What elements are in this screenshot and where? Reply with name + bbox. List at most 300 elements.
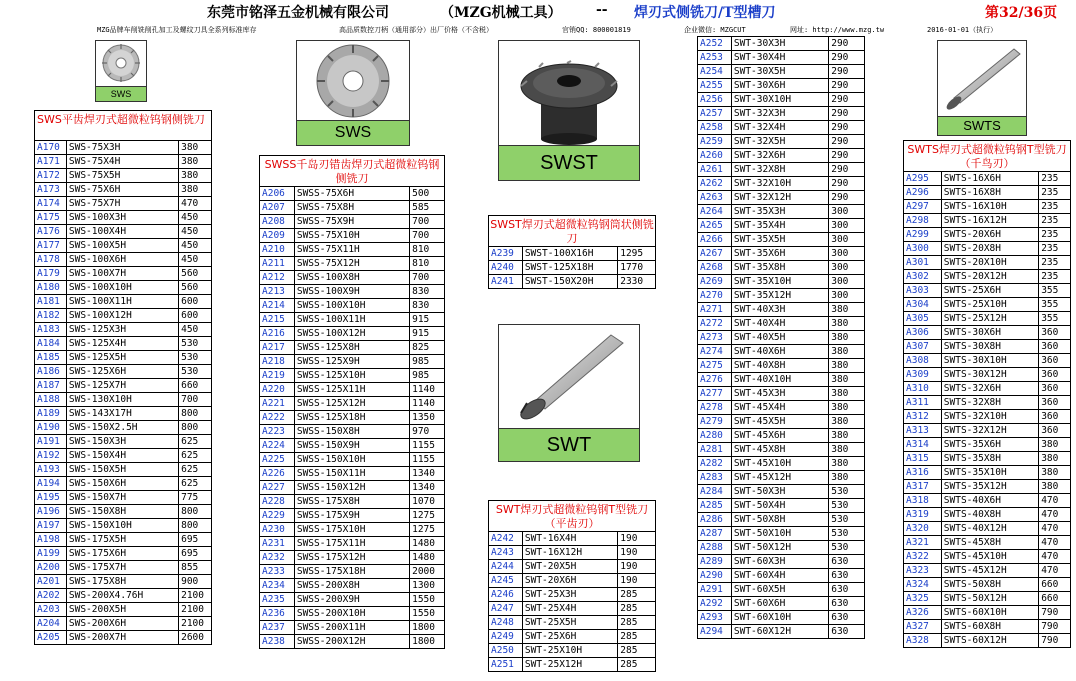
item-code: A290: [698, 569, 732, 583]
item-code: A310: [904, 382, 942, 396]
table-row: [698, 457, 865, 471]
model-number: SWTS-35X10H: [941, 466, 1038, 480]
price: 300: [829, 275, 865, 289]
model-number: SWSS-175X18H: [294, 565, 409, 579]
model-number: SWSS-100X9H: [294, 285, 409, 299]
price: 235: [1039, 200, 1071, 214]
item-code: A177: [35, 239, 67, 253]
model-number: SWTS-20X6H: [941, 228, 1038, 242]
model-number: SWT-35X4H: [731, 219, 828, 233]
price: 1350: [410, 411, 445, 425]
model-number: SWT-32X8H: [731, 163, 828, 177]
swst-table-title: SWST焊刃式超微粒钨钢筒状侧铣刀: [488, 215, 656, 247]
image-caption: SWT: [499, 428, 639, 461]
table-row: [489, 574, 656, 588]
item-code: A213: [260, 285, 295, 299]
item-code: A257: [698, 107, 732, 121]
table-row: [35, 281, 212, 295]
price: 235: [1039, 270, 1071, 284]
page-number: 第32/36页: [985, 5, 1058, 21]
model-number: SWTS-60X10H: [941, 606, 1038, 620]
price: 625: [179, 449, 212, 463]
model-number: SWS-150X7H: [66, 491, 178, 505]
model-number: SWS-125X6H: [66, 365, 178, 379]
table-row: [904, 620, 1071, 634]
price: 300: [829, 261, 865, 275]
price: 855: [179, 561, 212, 575]
swt-small-table-title: SWT焊刃式超微粒钨钢T型铣刀（平齿刃）: [488, 500, 656, 532]
model-number: SWT-30X6H: [731, 79, 828, 93]
subheader-wechat: 企业微信: MZGCUT: [684, 26, 746, 34]
table-row: [698, 65, 865, 79]
model-number: SWTS-16X8H: [941, 186, 1038, 200]
model-number: SWT-40X3H: [731, 303, 828, 317]
image-caption: SWTS: [938, 116, 1026, 135]
table-row: [489, 658, 656, 672]
price: 380: [829, 345, 865, 359]
subheader-price: 高品质数控刀柄（通用部分）出厂价格（不含税）: [339, 26, 493, 34]
table-row: [904, 592, 1071, 606]
item-code: A279: [698, 415, 732, 429]
item-code: A170: [35, 141, 67, 155]
model-number: SWSS-125X8H: [294, 341, 409, 355]
table-row: [35, 323, 212, 337]
item-code: A224: [260, 439, 295, 453]
model-number: SWTS-30X8H: [941, 340, 1038, 354]
item-code: A271: [698, 303, 732, 317]
table-row: [698, 527, 865, 541]
table-row: [904, 354, 1071, 368]
price: 360: [1039, 396, 1071, 410]
item-code: A216: [260, 327, 295, 341]
model-number: SWSS-125X11H: [294, 383, 409, 397]
price: 380: [829, 457, 865, 471]
item-code: A203: [35, 603, 67, 617]
price: 530: [829, 541, 865, 555]
price: 380: [1039, 466, 1071, 480]
model-number: SWT-20X5H: [522, 560, 617, 574]
table-row: [698, 443, 865, 457]
table-row: [698, 107, 865, 121]
subheader-date: 2016-01-01（执行）: [927, 26, 998, 34]
item-code: A248: [489, 616, 523, 630]
table-row: [698, 219, 865, 233]
item-code: A223: [260, 425, 295, 439]
item-code: A254: [698, 65, 732, 79]
model-number: SWT-50X10H: [731, 527, 828, 541]
model-number: SWS-175X5H: [66, 533, 178, 547]
price: 825: [410, 341, 445, 355]
price: 290: [829, 163, 865, 177]
price: 985: [410, 369, 445, 383]
item-code: A243: [489, 546, 523, 560]
price: 1155: [410, 439, 445, 453]
item-code: A249: [489, 630, 523, 644]
item-code: A234: [260, 579, 295, 593]
model-number: SWS-200X5H: [66, 603, 178, 617]
table-row: [904, 228, 1071, 242]
table-row: [35, 533, 212, 547]
item-code: A239: [489, 247, 523, 261]
item-code: A192: [35, 449, 67, 463]
swss-table-title: SWSS千岛刃错齿焊刃式超微粒钨钢侧铣刀: [259, 155, 445, 187]
table-row: [35, 393, 212, 407]
price: 360: [1039, 340, 1071, 354]
price: 470: [179, 197, 212, 211]
table-row: [904, 368, 1071, 382]
model-number: SWSS-200X11H: [294, 621, 409, 635]
price: 470: [1039, 494, 1071, 508]
price: 285: [618, 658, 656, 672]
item-code: A225: [260, 453, 295, 467]
item-code: A323: [904, 564, 942, 578]
price: 630: [829, 555, 865, 569]
table-row: [260, 383, 445, 397]
item-code: A283: [698, 471, 732, 485]
item-code: A282: [698, 457, 732, 471]
item-code: A280: [698, 429, 732, 443]
image-caption: SWST: [499, 145, 639, 180]
model-number: SWTS-35X12H: [941, 480, 1038, 494]
model-number: SWS-100X4H: [66, 225, 178, 239]
table-row: [698, 625, 865, 639]
item-code: A191: [35, 435, 67, 449]
table-row: [35, 253, 212, 267]
table-row: [698, 611, 865, 625]
table-row: [904, 242, 1071, 256]
item-code: A186: [35, 365, 67, 379]
table-row: [698, 373, 865, 387]
table-row: [904, 340, 1071, 354]
table-row: [260, 579, 445, 593]
table-row: [35, 519, 212, 533]
model-number: SWT-50X3H: [731, 485, 828, 499]
table-row: [35, 547, 212, 561]
price: 585: [410, 201, 445, 215]
item-code: A217: [260, 341, 295, 355]
price: 380: [1039, 438, 1071, 452]
table-row: [698, 205, 865, 219]
item-code: A281: [698, 443, 732, 457]
table-row: [260, 537, 445, 551]
table-row: [260, 355, 445, 369]
model-number: SWS-150X3H: [66, 435, 178, 449]
price: 450: [179, 239, 212, 253]
t-slot-cutter-icon: [499, 325, 639, 429]
price: 380: [829, 373, 865, 387]
table-row: [698, 163, 865, 177]
table-row: [260, 201, 445, 215]
shell-cutter-icon: [499, 41, 639, 145]
model-number: SWS-175X8H: [66, 575, 178, 589]
model-number: SWTS-25X12H: [941, 312, 1038, 326]
table-row: [260, 285, 445, 299]
model-number: SWTS-16X10H: [941, 200, 1038, 214]
model-number: SWT-40X5H: [731, 331, 828, 345]
price: 190: [618, 574, 656, 588]
price: 285: [618, 588, 656, 602]
model-number: SWTS-20X10H: [941, 256, 1038, 270]
item-code: A193: [35, 463, 67, 477]
model-number: SWT-60X6H: [731, 597, 828, 611]
price: 1140: [410, 397, 445, 411]
price: 790: [1039, 634, 1071, 648]
price: 355: [1039, 284, 1071, 298]
table-row: [698, 275, 865, 289]
model-number: SWTS-60X12H: [941, 634, 1038, 648]
table-row: [489, 630, 656, 644]
price: 800: [179, 519, 212, 533]
image-caption: SWS: [297, 120, 409, 145]
model-number: SWSS-150X11H: [294, 467, 409, 481]
model-number: SWT-45X6H: [731, 429, 828, 443]
item-code: A211: [260, 257, 295, 271]
item-code: A200: [35, 561, 67, 575]
price: 2100: [179, 603, 212, 617]
item-code: A219: [260, 369, 295, 383]
table-row: [489, 560, 656, 574]
table-row: [698, 37, 865, 51]
item-code: A285: [698, 499, 732, 513]
table-row: [260, 481, 445, 495]
table-row: [698, 51, 865, 65]
table-row: [35, 603, 212, 617]
item-code: A199: [35, 547, 67, 561]
model-number: SWTS-32X6H: [941, 382, 1038, 396]
table-row: [35, 211, 212, 225]
table-row: [698, 177, 865, 191]
price: 660: [179, 379, 212, 393]
item-code: A195: [35, 491, 67, 505]
model-number: SWT-35X6H: [731, 247, 828, 261]
item-code: A266: [698, 233, 732, 247]
model-number: SWT-40X8H: [731, 359, 828, 373]
price: 300: [829, 289, 865, 303]
model-number: SWSS-125X12H: [294, 397, 409, 411]
item-code: A218: [260, 355, 295, 369]
table-row: [904, 466, 1071, 480]
item-code: A232: [260, 551, 295, 565]
price: 360: [1039, 424, 1071, 438]
item-code: A287: [698, 527, 732, 541]
model-number: SWT-45X3H: [731, 387, 828, 401]
price: 1275: [410, 509, 445, 523]
table-row: [489, 532, 656, 546]
swt-small-price-table: [488, 531, 656, 672]
item-code: A180: [35, 281, 67, 295]
item-code: A319: [904, 508, 942, 522]
model-number: SWS-175X7H: [66, 561, 178, 575]
item-code: A311: [904, 396, 942, 410]
table-row: [260, 187, 445, 201]
price: 300: [829, 233, 865, 247]
item-code: A286: [698, 513, 732, 527]
model-number: SWT-60X10H: [731, 611, 828, 625]
model-number: SWT-25X12H: [522, 658, 617, 672]
item-code: A284: [698, 485, 732, 499]
swt-image: [498, 324, 640, 462]
price: 470: [1039, 550, 1071, 564]
model-number: SWT-60X5H: [731, 583, 828, 597]
item-code: A309: [904, 368, 942, 382]
table-row: [904, 214, 1071, 228]
model-number: SWT-30X3H: [731, 37, 828, 51]
price: 290: [829, 177, 865, 191]
model-number: SWSS-100X12H: [294, 327, 409, 341]
table-row: [35, 435, 212, 449]
table-row: [698, 317, 865, 331]
model-number: SWT-40X4H: [731, 317, 828, 331]
price: 900: [179, 575, 212, 589]
price: 285: [618, 630, 656, 644]
item-code: A233: [260, 565, 295, 579]
price: 630: [829, 611, 865, 625]
table-row: [35, 631, 212, 645]
price: 915: [410, 313, 445, 327]
table-row: [35, 407, 212, 421]
model-number: SWS-150X2.5H: [66, 421, 178, 435]
table-row: [698, 541, 865, 555]
item-code: A185: [35, 351, 67, 365]
price: 450: [179, 225, 212, 239]
table-row: [698, 191, 865, 205]
table-row: [698, 499, 865, 513]
table-row: [904, 494, 1071, 508]
table-row: [698, 359, 865, 373]
model-number: SWSS-175X12H: [294, 551, 409, 565]
table-row: [260, 495, 445, 509]
table-row: [35, 477, 212, 491]
price: 1480: [410, 537, 445, 551]
item-code: A227: [260, 481, 295, 495]
price: 625: [179, 477, 212, 491]
item-code: A171: [35, 155, 67, 169]
image-caption: SWS: [96, 86, 146, 101]
table-row: [698, 233, 865, 247]
price: 630: [829, 583, 865, 597]
item-code: A298: [904, 214, 942, 228]
item-code: A174: [35, 197, 67, 211]
model-number: SWSS-150X10H: [294, 453, 409, 467]
table-row: [904, 480, 1071, 494]
table-row: [260, 453, 445, 467]
table-row: [35, 169, 212, 183]
price: 800: [179, 421, 212, 435]
price: 380: [179, 183, 212, 197]
table-row: [904, 508, 1071, 522]
item-code: A220: [260, 383, 295, 397]
item-code: A231: [260, 537, 295, 551]
table-row: [904, 200, 1071, 214]
item-code: A252: [698, 37, 732, 51]
item-code: A173: [35, 183, 67, 197]
model-number: SWT-50X8H: [731, 513, 828, 527]
model-number: SWS-175X6H: [66, 547, 178, 561]
item-code: A210: [260, 243, 295, 257]
item-code: A187: [35, 379, 67, 393]
item-code: A207: [260, 201, 295, 215]
table-row: [35, 617, 212, 631]
table-row: [698, 429, 865, 443]
model-number: SWS-75X6H: [66, 183, 178, 197]
item-code: A318: [904, 494, 942, 508]
item-code: A272: [698, 317, 732, 331]
table-row: [260, 425, 445, 439]
table-row: [698, 247, 865, 261]
item-code: A229: [260, 509, 295, 523]
item-code: A172: [35, 169, 67, 183]
price: 380: [179, 141, 212, 155]
table-row: [904, 452, 1071, 466]
table-row: [489, 644, 656, 658]
table-row: [489, 602, 656, 616]
table-row: [35, 197, 212, 211]
price: 625: [179, 463, 212, 477]
model-number: SWSS-100X11H: [294, 313, 409, 327]
model-number: SWT-50X12H: [731, 541, 828, 555]
model-number: SWSS-150X12H: [294, 481, 409, 495]
table-row: [35, 365, 212, 379]
table-row: [260, 271, 445, 285]
price: 1340: [410, 481, 445, 495]
model-number: SWT-60X12H: [731, 625, 828, 639]
item-code: A201: [35, 575, 67, 589]
table-row: [260, 243, 445, 257]
item-code: A276: [698, 373, 732, 387]
price: 800: [179, 505, 212, 519]
price: 380: [829, 443, 865, 457]
table-row: [904, 326, 1071, 340]
price: 530: [179, 365, 212, 379]
table-row: [904, 550, 1071, 564]
price: 190: [618, 546, 656, 560]
model-number: SWS-125X4H: [66, 337, 178, 351]
price: 1275: [410, 523, 445, 537]
table-row: [35, 295, 212, 309]
model-number: SWS-75X5H: [66, 169, 178, 183]
price: 2100: [179, 617, 212, 631]
price: 355: [1039, 312, 1071, 326]
model-number: SWS-125X7H: [66, 379, 178, 393]
item-code: A322: [904, 550, 942, 564]
subheader-stock: MZG品牌车削铣削孔加工及螺纹刀具全系列标准库存: [97, 26, 257, 34]
table-row: [260, 369, 445, 383]
model-number: SWTS-20X12H: [941, 270, 1038, 284]
price: 235: [1039, 172, 1071, 186]
price: 380: [829, 415, 865, 429]
item-code: A182: [35, 309, 67, 323]
item-code: A235: [260, 593, 295, 607]
price: 700: [410, 215, 445, 229]
model-number: SWS-125X3H: [66, 323, 178, 337]
price: 830: [410, 299, 445, 313]
table-row: [904, 578, 1071, 592]
table-row: [698, 597, 865, 611]
price: 360: [1039, 382, 1071, 396]
table-row: [698, 93, 865, 107]
price: 970: [410, 425, 445, 439]
table-row: [904, 424, 1071, 438]
item-code: A294: [698, 625, 732, 639]
model-number: SWT-35X8H: [731, 261, 828, 275]
price: 300: [829, 247, 865, 261]
model-number: SWTS-25X6H: [941, 284, 1038, 298]
price: 380: [1039, 452, 1071, 466]
table-row: [904, 298, 1071, 312]
table-row: [698, 485, 865, 499]
model-number: SWTS-50X8H: [941, 578, 1038, 592]
model-number: SWTS-45X8H: [941, 536, 1038, 550]
